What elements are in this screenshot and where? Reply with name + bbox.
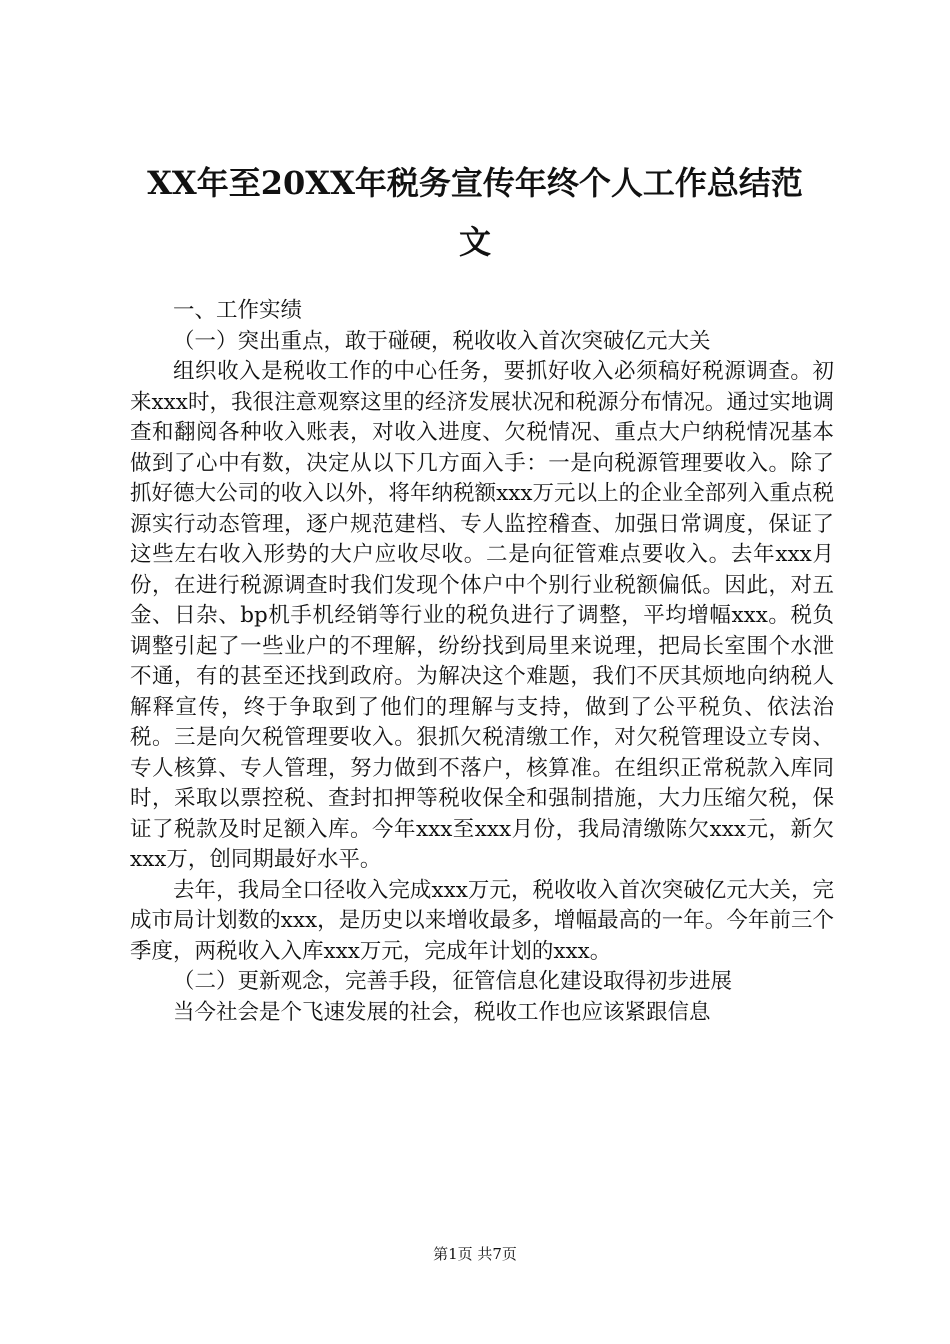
document-body — [130, 296, 834, 1028]
section-heading: 一、工作实绩 — [173, 298, 303, 323]
body-paragraph: 当今社会是个飞速发展的社会，税收工作也应该紧跟信息 — [173, 999, 711, 1025]
subsection-heading: （一）突出重点，敢于碰硬，税收收入首次突破亿元大关 — [173, 328, 711, 354]
body-paragraph: 去年，我局全口径收入完成xxx万元，税收收入首次突破亿元大关，完成市局计划数的xxx，是历史以来增收最多，增幅最高的一年。今年前三个季度，两税收入入库xxx万元，完成年计划的xxx。 — [130, 877, 834, 964]
body-paragraph: 组织收入是税收工作的中心任务，要抓好收入必须稿好税源调查。初来xxx时，我很注意观察这里的经济发展状况和税源分布情况。通过实地调查和翻阅各种收入账表，对收入进度、欠税情况、重点大户纳税情况基本做到了心中有数，决定从以下几方面入手：一是向税源管理要收入。除了抓好德大公司的收入以外，将年纳税额xxx万元以上的企业全部列入重点税源实行动态管理，逐户规范建档、专人监控稽查、加强日常调度，保证了这些左右收入形势的大户应收尽收。二是向征管难点要收入。去年xxx月份，在进行税源调查时我们发现个体户中个别行业税额偏低。因此，对五金、日杂、bp机手机经销等行业的税负进行了调整，平均增幅xxx。税负调整引起了一些业户的不理解，纷纷找到局里来说理，把局长室围个水泄不通，有的甚至还找到政府。为解决这个难题，我们不厌其烦地向纳税人解释宣传，终于争取到了他们的理解与支持，做到了公平税负、依法治税。三是向欠税管理要收入。狠抓欠税清缴工作，对欠税管理设立专岗、专人核算、专人管理，努力做到不落户，核算准。在组织正常税款入库同时，采取以票控税、查封扣押等税收保全和强制措施，大力压缩欠税，保证了税款及时足额入库。今年xxx至xxx月份，我局清缴陈欠xxx元，新欠xxx万，创同期最好水平。 — [130, 359, 834, 872]
subsection-heading: （二）更新观念，完善手段，征管信息化建设取得初步进展 — [173, 969, 733, 994]
document-title: XX年至20XX年税务宣传年终个人工作总结范 — [147, 164, 803, 202]
document-title-continued: 文 — [458, 223, 491, 261]
page-footer: 第1页 共7页 — [433, 1245, 517, 1263]
